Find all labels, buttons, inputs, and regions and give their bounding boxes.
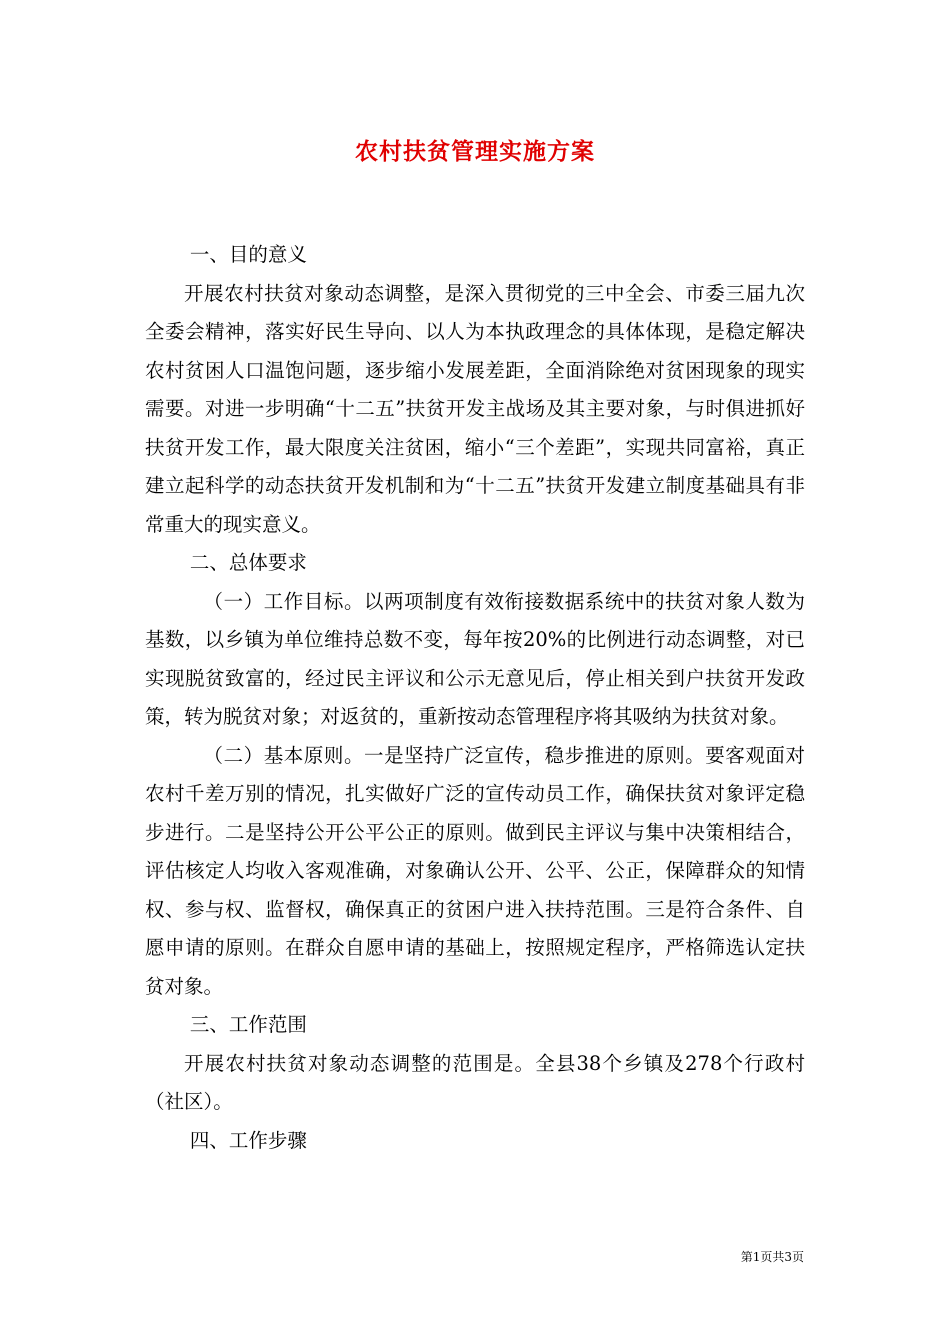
section-heading: 四、工作步骤 bbox=[189, 1128, 307, 1152]
paragraph: （一）工作目标。以两项制度有效衔接数据系统中的扶贫对象人数为基数，以乡镇为单位维持总数不变，每年按20%的比例进行动态调整，对已实现脱贫致富的，经过民主评议和公示无意见后，停止相关到户扶贫开发政策，转为脱贫对象；对返贫的，重新按动态管理程序将其吸纳为扶贫对象。 bbox=[145, 589, 805, 728]
page-number-footer: 第1页共3页 bbox=[740, 1250, 804, 1264]
document-title: 农村扶贫管理实施方案 bbox=[355, 138, 595, 165]
section-heading: 三、工作范围 bbox=[189, 1013, 307, 1036]
document-body bbox=[145, 236, 805, 1160]
section-heading: 一、目的意义 bbox=[189, 243, 307, 266]
paragraph: （二）基本原则。一是坚持广泛宣传，稳步推进的原则。要客观面对农村千差万别的情况，扎实做好广泛的宣传动员工作，确保扶贫对象评定稳步进行。二是坚持公开公平公正的原则。做到民主评议与集中决策相结合，评估核定人均收入客观准确，对象确认公开、公平、公正，保障群众的知情权、参与权、监督权，确保真正的贫困户进入扶持范围。三是符合条件、自愿申请的原则。在群众自愿申请的基础上，按照规定程序，严格筛选认定扶贫对象。 bbox=[145, 743, 805, 998]
paragraph: 开展农村扶贫对象动态调整的范围是。全县38个乡镇及278个行政村（社区）。 bbox=[145, 1051, 805, 1113]
paragraph: 开展农村扶贫对象动态调整，是深入贯彻党的三中全会、市委三届九次全委会精神，落实好民生导向、以人为本执政理念的具体体现，是稳定解决农村贫困人口温饱问题，逐步缩小发展差距，全面消除绝对贫困现象的现实需要。对进一步明确“十二五”扶贫开发主战场及其主要对象，与时俱进抓好扶贫开发工作，最大限度关注贫困，缩小“三个差距”，实现共同富裕，真正建立起科学的动态扶贫开发机制和为“十二五”扶贫开发建立制度基础具有非常重大的现实意义。 bbox=[145, 281, 805, 536]
section-heading: 二、总体要求 bbox=[189, 551, 307, 574]
